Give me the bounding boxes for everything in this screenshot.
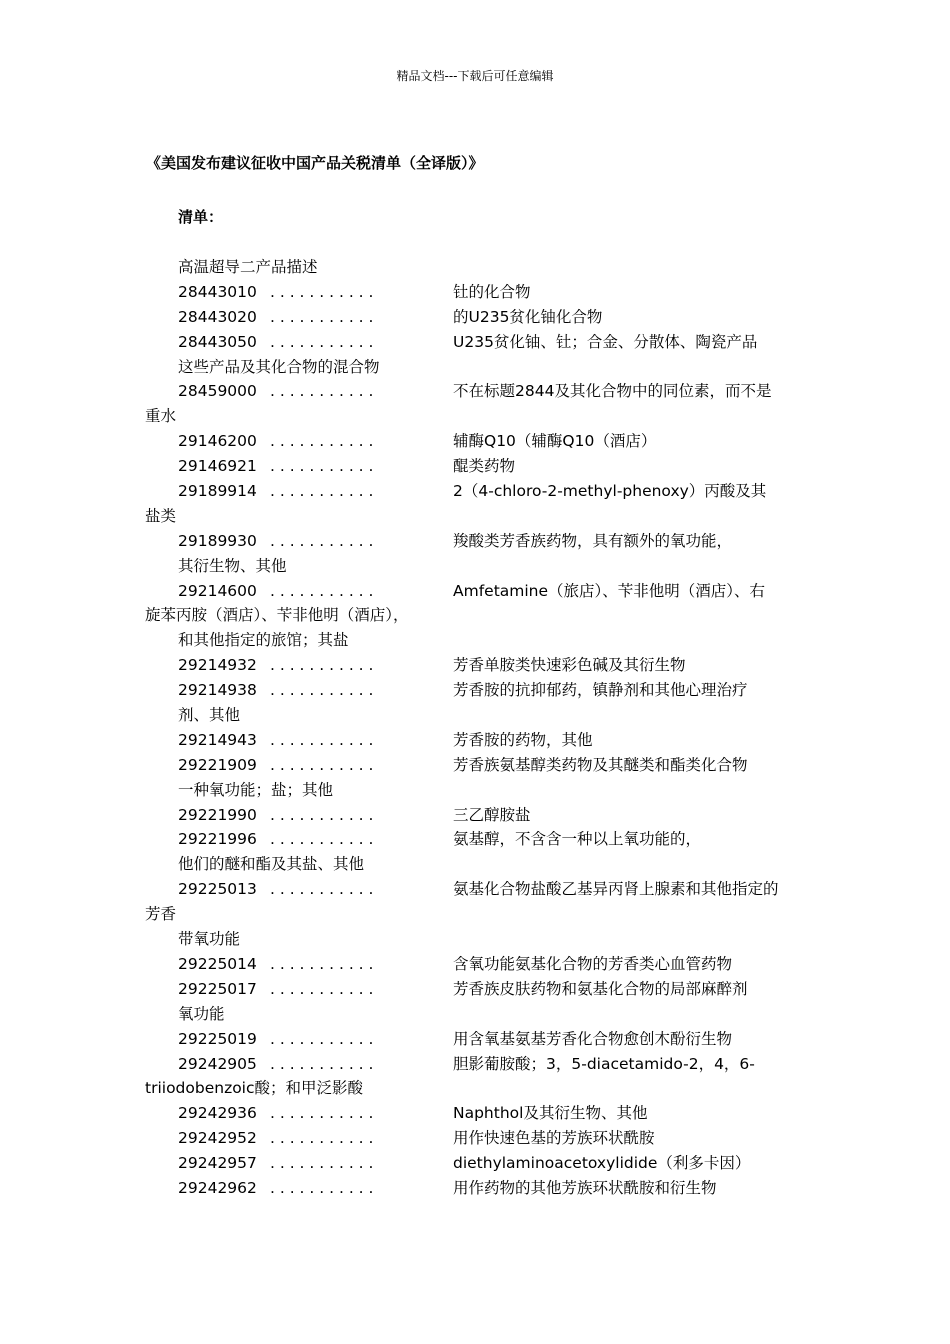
document-title: 《美国发布建议征收中国产品关税清单（全译版）》 xyxy=(146,154,484,172)
page-header: 精品文档---下载后可任意编辑 xyxy=(396,69,554,83)
tariff-code: 29214938 xyxy=(178,681,257,700)
tariff-entry xyxy=(145,753,815,778)
dot-leader: . . . . . . . . . . . xyxy=(270,432,374,451)
tariff-code: 29242936 xyxy=(178,1104,257,1123)
tariff-description: 芳香单胺类快速彩色碱及其衍生物 xyxy=(453,656,686,675)
tariff-code: 29146921 xyxy=(178,457,257,476)
tariff-code: 29225013 xyxy=(178,880,257,899)
tariff-description: 氨基醇，不含含一种以上氧功能的， xyxy=(453,830,702,849)
tariff-code: 29214932 xyxy=(178,656,257,675)
tariff-code: 29221990 xyxy=(178,805,257,824)
tariff-code: 29189914 xyxy=(178,482,257,501)
description-continuation: 高温超导二产品描述 xyxy=(178,258,318,276)
tariff-entry xyxy=(145,529,815,554)
tariff-entry xyxy=(145,678,815,703)
description-continuation: 这些产品及其化合物的混合物 xyxy=(178,357,380,376)
tariff-description: 三乙醇胺盐 xyxy=(453,805,531,824)
dot-leader: . . . . . . . . . . . xyxy=(270,954,374,973)
description-continuation: 旋苯丙胺（酒店）、苄非他明（酒店）， xyxy=(145,606,409,625)
dot-leader: . . . . . . . . . . . xyxy=(270,382,374,401)
dot-leader: . . . . . . . . . . . xyxy=(270,282,374,301)
tariff-description: 芳香族皮肤药物和氨基化合物的局部麻醉剂 xyxy=(453,979,748,998)
tariff-code: 29242905 xyxy=(178,1054,257,1073)
tariff-code: 29146200 xyxy=(178,432,257,451)
tariff-description: 芳香胺的抗抑郁药，镇静剂和其他心理治疗 xyxy=(453,681,748,700)
tariff-entry xyxy=(145,803,815,828)
description-continuation: 他们的醚和酯及其盐、其他 xyxy=(178,855,365,874)
tariff-entry xyxy=(145,479,815,504)
tariff-description: 芳香胺的药物，其他 xyxy=(453,730,593,749)
dot-leader: . . . . . . . . . . . xyxy=(270,1154,374,1173)
dot-leader: . . . . . . . . . . . xyxy=(270,457,374,476)
tariff-description: 用作快速色基的芳族环状酰胺 xyxy=(453,1129,655,1148)
description-continuation: 剂、其他 xyxy=(178,706,241,725)
description-continuation: 带氧功能 xyxy=(178,930,241,949)
description-continuation: 芳香 xyxy=(145,905,177,924)
tariff-entry xyxy=(145,429,815,454)
dot-leader: . . . . . . . . . . . xyxy=(270,1029,374,1048)
dot-leader: . . . . . . . . . . . xyxy=(270,1178,374,1197)
dot-leader: . . . . . . . . . . . xyxy=(270,656,374,675)
dot-leader: . . . . . . . . . . . xyxy=(270,730,374,749)
tariff-code: 29225017 xyxy=(178,979,257,998)
tariff-description: diethylaminoacetoxylidide（利多卡因） xyxy=(453,1154,751,1173)
description-continuation: 盐类 xyxy=(145,506,177,525)
tariff-description: 2（4-chloro-2-methyl-phenoxy）丙酸及其 xyxy=(453,482,767,501)
tariff-description: 羧酸类芳香族药物，具有额外的氧功能， xyxy=(453,531,733,550)
tariff-code: 29242957 xyxy=(178,1154,257,1173)
dot-leader: . . . . . . . . . . . xyxy=(270,805,374,824)
dot-leader: . . . . . . . . . . . xyxy=(270,1054,374,1073)
tariff-description: 辅酶Q10（辅酶Q10（酒店） xyxy=(453,432,657,451)
dot-leader: . . . . . . . . . . . xyxy=(270,755,374,774)
tariff-entry xyxy=(145,1027,815,1052)
tariff-entry xyxy=(145,1176,815,1201)
dot-leader: . . . . . . . . . . . xyxy=(270,1104,374,1123)
tariff-entry xyxy=(145,877,815,902)
tariff-description: 胆影葡胺酸；3，5-diacetamido-2，4，6- xyxy=(453,1054,755,1073)
tariff-description: 不在标题2844及其化合物中的同位素，而不是 xyxy=(453,382,772,401)
dot-leader: . . . . . . . . . . . xyxy=(270,880,374,899)
description-continuation: 氧功能 xyxy=(178,1004,225,1023)
tariff-description: 用作药物的其他芳族环状酰胺和衍生物 xyxy=(453,1178,717,1197)
tariff-description: 氨基化合物盐酸乙基异丙肾上腺素和其他指定的 xyxy=(453,880,779,899)
tariff-entry xyxy=(145,952,815,977)
description-continuation: 和其他指定的旅馆；其盐 xyxy=(178,631,349,650)
tariff-code: 29221909 xyxy=(178,755,257,774)
tariff-entry xyxy=(145,454,815,479)
tariff-code: 28443020 xyxy=(178,307,257,326)
dot-leader: . . . . . . . . . . . xyxy=(270,332,374,351)
tariff-code: 29225014 xyxy=(178,954,257,973)
tariff-entry xyxy=(145,827,815,852)
tariff-code: 29225019 xyxy=(178,1029,257,1048)
tariff-list xyxy=(145,255,815,1201)
tariff-entry xyxy=(145,653,815,678)
tariff-description: Naphthol及其衍生物、其他 xyxy=(453,1104,648,1123)
dot-leader: . . . . . . . . . . . xyxy=(270,307,374,326)
tariff-entry xyxy=(145,579,815,604)
tariff-code: 29221996 xyxy=(178,830,257,849)
tariff-code: 28459000 xyxy=(178,382,257,401)
tariff-description: U235贫化铀、钍；合金、分散体、陶瓷产品 xyxy=(453,332,758,351)
description-continuation: triiodobenzoic酸；和甲泛影酸 xyxy=(145,1079,364,1098)
tariff-description: 含氧功能氨基化合物的芳香类心血管药物 xyxy=(453,954,733,973)
tariff-code: 28443010 xyxy=(178,282,257,301)
dot-leader: . . . . . . . . . . . xyxy=(270,830,374,849)
tariff-entry xyxy=(145,1126,815,1151)
tariff-entry xyxy=(145,1101,815,1126)
dot-leader: . . . . . . . . . . . xyxy=(270,979,374,998)
dot-leader: . . . . . . . . . . . xyxy=(270,1129,374,1148)
tariff-entry xyxy=(145,305,815,330)
dot-leader: . . . . . . . . . . . xyxy=(270,681,374,700)
description-continuation: 其衍生物、其他 xyxy=(178,556,287,575)
tariff-entry xyxy=(145,379,815,404)
tariff-entry xyxy=(145,280,815,305)
tariff-code: 29242962 xyxy=(178,1178,257,1197)
tariff-description: 芳香族氨基醇类药物及其醚类和酯类化合物 xyxy=(453,755,748,774)
tariff-entry xyxy=(145,1151,815,1176)
description-continuation: 一种氧功能；盐；其他 xyxy=(178,780,334,799)
tariff-code: 29189930 xyxy=(178,531,257,550)
tariff-code: 29214943 xyxy=(178,730,257,749)
tariff-description: 用含氧基氨基芳香化合物愈创木酚衍生物 xyxy=(453,1029,733,1048)
tariff-code: 29214600 xyxy=(178,581,257,600)
list-label: 清单： xyxy=(178,208,224,226)
tariff-entry xyxy=(145,330,815,355)
tariff-entry xyxy=(145,728,815,753)
dot-leader: . . . . . . . . . . . xyxy=(270,581,374,600)
dot-leader: . . . . . . . . . . . xyxy=(270,531,374,550)
tariff-description: 钍的化合物 xyxy=(453,282,531,301)
tariff-code: 29242952 xyxy=(178,1129,257,1148)
tariff-description: Amfetamine（旅店）、苄非他明（酒店）、右 xyxy=(453,581,766,600)
tariff-description: 醌类药物 xyxy=(453,457,516,476)
dot-leader: . . . . . . . . . . . xyxy=(270,482,374,501)
tariff-code: 28443050 xyxy=(178,332,257,351)
tariff-entry xyxy=(145,977,815,1002)
description-continuation: 重水 xyxy=(145,407,177,426)
tariff-entry xyxy=(145,1052,815,1077)
tariff-description: 的U235贫化铀化合物 xyxy=(453,307,603,326)
